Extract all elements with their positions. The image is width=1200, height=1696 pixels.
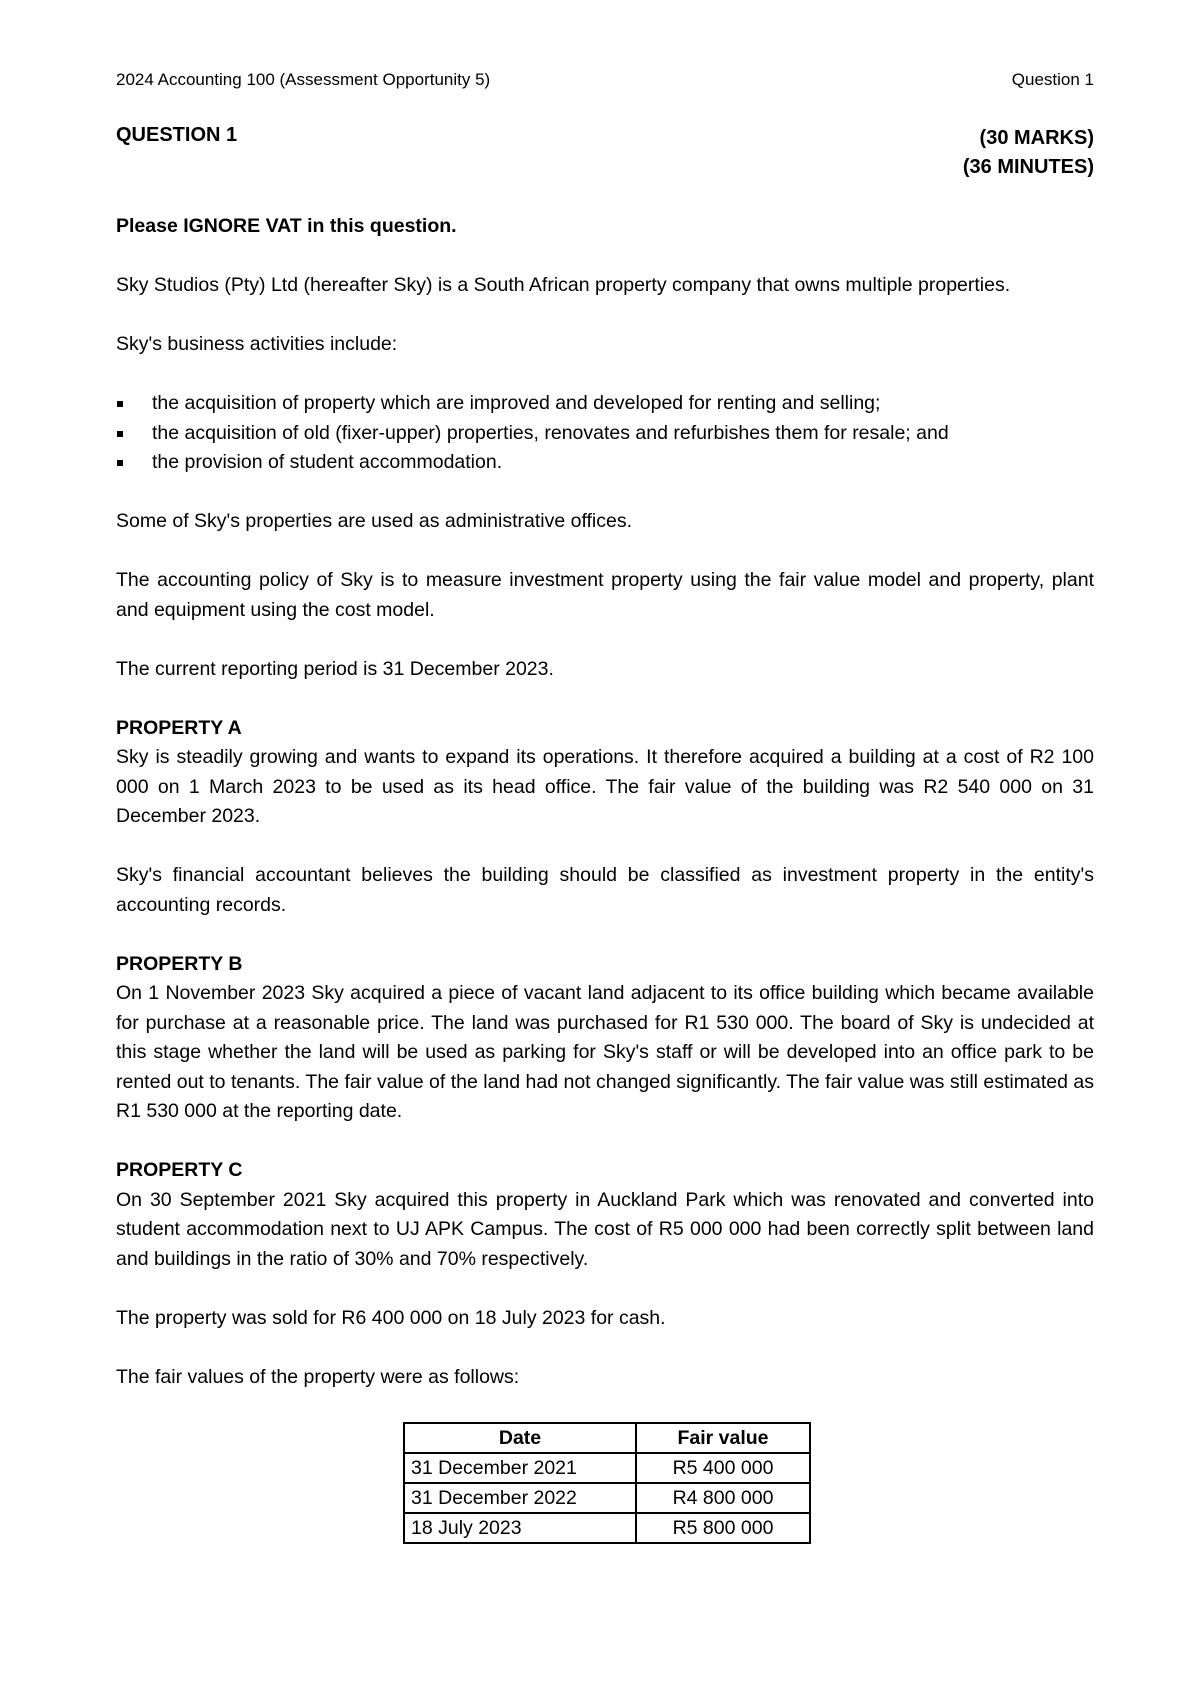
property-b-text: On 1 November 2023 Sky acquired a piece of vacant land adjacent to its office building which became available for purchase at a reasonable price. The land was purchased for R1 530 000. The board of Sky is undecided at this stage whether the land will be used as parking for Sky's staff or will be developed into an office park to be rented out to tenants. The fair value of the land had not changed significantly. The fair value was still estimated as R1 530 000 at the reporting date. (116, 982, 1094, 1122)
table-cell-value: R5 800 000 (636, 1513, 810, 1543)
property-a-text: Sky is steadily growing and wants to expand its operations. It therefore acquired a building at a cost of R2 100 000 on 1 March 2023 to be used as its head office. The fair value of the building was R2 540 000 on 31 December 2023. (116, 746, 1094, 827)
question-allocation (963, 124, 1094, 182)
table-header-row (404, 1423, 810, 1453)
table-header-date: Date (404, 1423, 636, 1453)
table-cell-value: R5 400 000 (636, 1453, 810, 1483)
company-description: Sky Studios (Pty) Ltd (hereafter Sky) is a South African property company that owns multiple properties. (116, 274, 1011, 296)
list-item: the acquisition of property which are improved and developed for renting and selling; (116, 389, 1094, 419)
property-a-heading: PROPERTY A (116, 716, 242, 739)
question-marks: (30 MARKS) (979, 127, 1094, 149)
table-cell-date: 31 December 2021 (404, 1453, 636, 1483)
reporting-period: The current reporting period is 31 December 2023. (116, 657, 554, 680)
table-cell-date: 18 July 2023 (404, 1513, 636, 1543)
table-cell-value: R4 800 000 (636, 1483, 810, 1513)
activities-intro: Sky's business activities include: (116, 333, 398, 355)
list-item: the acquisition of old (fixer-upper) properties, renovates and refurbishes them for resale; and (116, 419, 1094, 449)
table-row (404, 1483, 810, 1513)
offices-note: Some of Sky's properties are used as administrative offices. (116, 510, 633, 532)
table-row (404, 1513, 810, 1543)
question-body (116, 212, 1094, 1544)
property-c-heading: PROPERTY C (116, 1159, 243, 1181)
header-question: Question 1 (1011, 70, 1094, 89)
accounting-policy: The accounting policy of Sky is to measure investment property using the fair value model and property, plant and equipment using the cost model. (116, 569, 1094, 621)
page-header (116, 70, 1094, 90)
question-title: QUESTION 1 (116, 124, 238, 146)
activities-list (116, 389, 1094, 478)
list-item: the provision of student accommodation. (116, 448, 1094, 478)
property-c-sold: The property was sold for R6 400 000 on 18 July 2023 for cash. (116, 1306, 666, 1329)
property-c-fv-intro: The fair values of the property were as follows: (116, 1365, 520, 1388)
fair-value-table (403, 1422, 811, 1544)
property-b-heading: PROPERTY B (116, 952, 243, 975)
property-c-text: On 30 September 2021 Sky acquired this property in Auckland Park which was renovated and converted into student accommodation next to UJ APK Campus. The cost of R5 000 000 had been correctly split between land and buildings in the ratio of 30% and 70% respectively. (116, 1188, 1094, 1270)
property-a-belief: Sky's financial accountant believes the building should be classified as investment property in the entity's accounting records. (116, 864, 1094, 916)
table-header-fair-value: Fair value (636, 1423, 810, 1453)
header-course: 2024 Accounting 100 (Assessment Opportunity 5) (116, 70, 491, 89)
table-cell-date: 31 December 2022 (404, 1483, 636, 1513)
question-heading (116, 124, 1094, 178)
table-row (404, 1453, 810, 1483)
question-minutes: (36 MINUTES) (962, 156, 1094, 178)
ignore-vat-note: Please IGNORE VAT in this question. (116, 215, 457, 237)
